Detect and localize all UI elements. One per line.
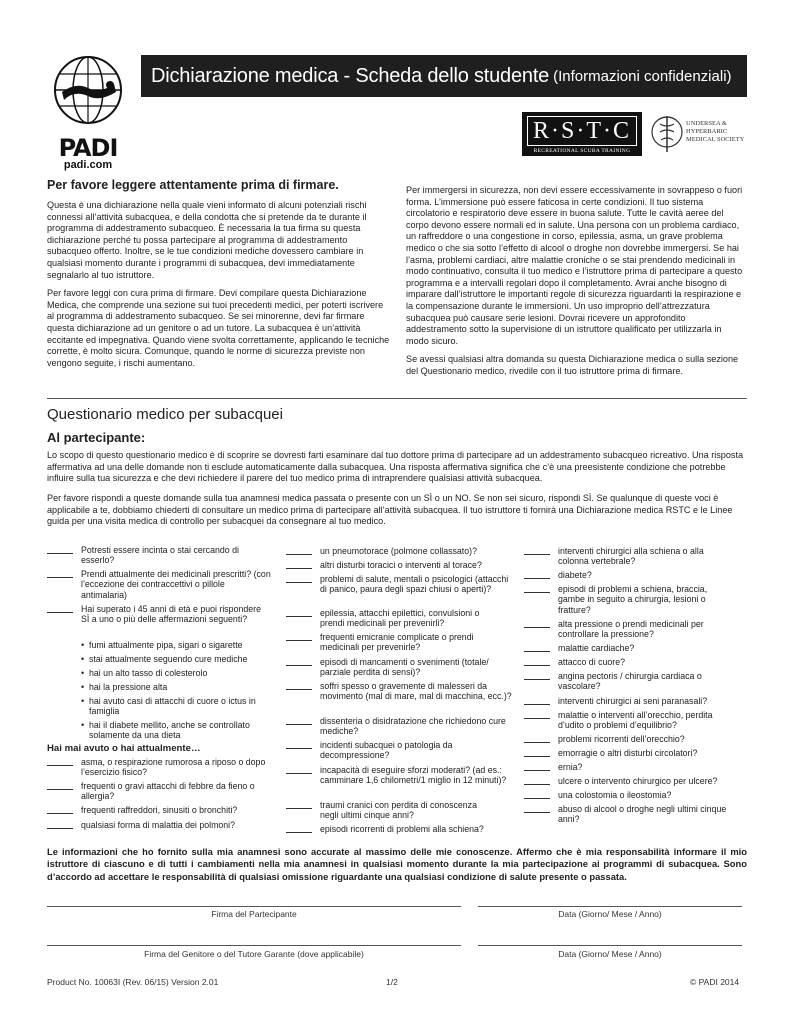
question-text: Prendi attualmente dei medicinali prescritti? (con l’eccezione dei contraccettivi o pillole antimalaria) [81,569,271,600]
question-item [524,696,740,706]
date-label-1: Data (Giorno/ Mese / Anno) [558,909,662,919]
bullet-item: • stai attualmente seguendo cure mediche [81,654,248,664]
questionnaire-intro-2: Per favore rispondi a queste domande sulla tua anamnesi medica passata o presente con un SÌ o un NO. Se non sei sicuro, rispondi SÌ. Se qualunque di queste voci è applicabile a te, dobbiamo chiederti di consultare un medico prima di partecipare all’attività subacquea. Il tuo istruttore ti fornirà una Dichiarazione medica RSTC e le Linee guida per una visita medica di controllo per subacquei da consegnare al tuo medico. [47,493,733,527]
question-text: Potresti essere incinta o stai cercando di esserlo? [81,545,239,566]
question-text: abuso di alcool o droghe negli ultimi cinque anni? [558,804,727,825]
bullet-text: fumi attualmente pipa, sigari o sigarette [89,640,243,650]
question-item [47,805,277,815]
bullet-text: hai avuto casi di attacchi di cuore o ictus in famiglia [89,696,256,717]
question-item [524,584,730,615]
question-item [524,762,740,772]
question-item [524,657,730,667]
uhms-line2: HYPERBARIC [686,128,728,135]
question-text: un pneumotorace (polmone collassato)? [320,546,477,556]
guardian-signature-line[interactable] [47,945,461,946]
question-item [524,570,730,580]
question-text: episodi di mancamenti o svenimenti (totale/ parziale perdita di sensi)? [320,657,489,678]
answer-blank[interactable] [47,757,73,766]
question-text: frequenti o gravi attacchi di febbre da fieno o allergia? [81,781,255,802]
question-text: episodi di problemi a schiena, braccia, gambe in seguito a chirurgia, lesioni o fratture? [558,584,708,615]
copyright: © PADI 2014 [690,977,740,987]
questionnaire-intro-1: Lo scopo di questo questionario medico è di scoprire se dovresti farti esaminare dal tuo dottore prima di partecipare ad un addestramento subacqueo ricreativo. Una risposta affermativa ad una delle domande non ti esclude automaticamente dalla subacquea. Una risposta affermativa significa che c’è una preesistente condizione che potrebbe influire sulla tua sicurezza e che devi richiedere il parere del tuo medico prima di intraprendere qualsiasi attività subacquea. [47,450,744,484]
intro-right-paragraph-2: Se avessi qualsiasi altra domanda su questa Dichiarazione medica o sulla sezione del Questionario medico, rivedile con il tuo istruttore prima di firmare. [406,354,739,376]
guardian-signature-label: Firma del Genitore o del Tutore Garante (dove applicabile) [144,949,364,959]
answer-blank[interactable] [524,619,550,628]
answer-blank[interactable] [524,734,550,743]
question-text: alta pressione o prendi medicinali per controllare la pressione? [558,619,704,640]
question-item [47,781,269,802]
date-line-1[interactable] [478,906,742,907]
padi-logo [48,52,128,171]
question-text: asma, o respirazione rumorosa a riposo o dopo l’esercizio fisico? [81,757,266,778]
question-item [47,569,271,600]
answer-blank[interactable] [286,681,312,690]
page-title: Dichiarazione medica - Scheda dello studente [151,64,550,87]
declaration-text: Le informazioni che ho fornito sulla mia anamnesi sono accurate al massimo delle mie conoscenze. Affermo che è mia responsabilità informare il mio istruttore di ciascuno e di tutti i cambiamenti nella mia anamnesi in qualsiasi momento durante la mia partecipazione ai programmi di subacquea. Sono d’accordo ad accettare le responsabilità di qualsiasi omissione riguardante una qualsiasi condizione di salute presente o passata. [47,846,747,882]
logo-wordmark: PADI [58,134,118,162]
title-bar [141,55,747,97]
question-item [286,824,512,834]
answer-blank[interactable] [524,671,550,680]
caduceus-icon [650,112,684,156]
intro-heading: Per favore leggere attentamente prima di firmare. [47,178,339,192]
answer-blank[interactable] [286,632,312,641]
answer-blank[interactable] [524,584,550,593]
question-item [47,757,267,778]
answer-blank[interactable] [524,643,550,652]
question-text: ernia? [558,762,583,772]
answer-blank[interactable] [47,820,73,829]
question-text: diabete? [558,570,592,580]
answer-blank[interactable] [524,570,550,579]
question-item [47,820,277,830]
page-number: 1/2 [386,977,398,987]
date-label-2: Data (Giorno/ Mese / Anno) [558,949,662,959]
answer-blank[interactable] [286,716,312,725]
question-text: malattie cardiache? [558,643,635,653]
participant-signature-line[interactable] [47,906,461,907]
intro-right-column [406,185,746,378]
question-item [286,740,496,761]
question-item [524,790,740,800]
answer-blank[interactable] [286,824,312,833]
answer-blank[interactable] [286,765,312,774]
question-item [524,748,740,758]
answer-blank[interactable] [286,800,312,809]
bullet-item: • hai il diabete mellito, anche se controllato solamente da una dieta [81,720,277,741]
question-item [47,604,267,625]
answer-blank[interactable] [524,657,550,666]
question-item [524,546,730,567]
question-item [286,800,496,821]
answer-blank[interactable] [47,781,73,790]
question-item [524,734,740,744]
subsection-heading: Hai mai avuto o hai attualmente… [47,743,201,754]
questionnaire-subtitle: Al partecipante: [47,430,146,445]
question-item [286,608,506,629]
answer-blank[interactable] [47,545,73,554]
question-item [286,546,506,556]
question-text: problemi ricorrenti dell’orecchio? [558,734,685,744]
bullet-item: • hai un alto tasso di colesterolo [81,668,208,678]
question-item [286,560,506,570]
question-item [524,619,730,640]
question-text: Hai superato i 45 anni di età e puoi rispondere SÌ a uno o più delle affermazioni seguenti? [81,604,261,625]
question-item [524,710,740,731]
bullet-text: hai il diabete mellito, anche se controllato solamente da una dieta [89,720,250,741]
bullet-item: • hai avuto casi di attacchi di cuore o ictus in famiglia [81,696,269,717]
question-text: attacco di cuore? [558,657,625,667]
answer-blank[interactable] [524,696,550,705]
bullet-text: stai attualmente seguendo cure mediche [89,654,248,664]
question-text: qualsiasi forma di malattia dei polmoni? [81,820,236,830]
bullet-item: • hai la pressione alta [81,682,168,692]
question-item [47,545,257,566]
question-text: interventi chirurgici alla schiena o alla colonna vertebrale? [558,546,704,567]
answer-blank[interactable] [524,546,550,555]
question-text: incapacità di eseguire sforzi moderati? (ad es.: camminare 1,6 chilometri/1 miglio in 12 minuti)? [320,765,507,786]
question-item [524,776,740,786]
rstc-letters: R·S·T·C [527,116,637,146]
question-text: episodi ricorrenti di problemi alla schiena? [320,824,484,834]
question-item [286,716,506,737]
question-item [286,574,516,595]
question-item [286,681,512,702]
page-subtitle: (Informazioni confidenziali) [553,67,732,85]
question-text: angina pectoris / chirurgia cardiaca o vascolare? [558,671,702,692]
bullet-text: hai la pressione alta [89,682,168,692]
question-text: frequenti raffreddori, sinusiti o bronchiti? [81,805,238,815]
question-text: dissenteria o disidratazione che richiedono cure mediche? [320,716,506,737]
question-text: una colostomia o ileostomia? [558,790,672,800]
answer-blank[interactable] [524,790,550,799]
question-item [286,657,512,678]
answer-blank[interactable] [524,748,550,757]
date-line-2[interactable] [478,945,742,946]
questionnaire-title: Questionario medico per subacquei [47,406,283,423]
rstc-logo [522,112,642,164]
answer-blank[interactable] [524,776,550,785]
question-item [524,643,730,653]
section-divider [47,398,747,399]
question-item [524,804,740,825]
question-item [286,765,512,786]
question-item [524,671,730,692]
answer-blank[interactable] [47,569,73,578]
bullet-item: • fumi attualmente pipa, sigari o sigarette [81,640,243,650]
question-text: problemi di salute, mentali o psicologici (attacchi di panico, paura degli spazi chiusi o aperti)? [320,574,509,595]
answer-blank[interactable] [524,804,550,813]
question-text: interventi chirurgici ai seni paranasali? [558,696,708,706]
answer-blank[interactable] [524,762,550,771]
rstc-name: RECREATIONAL SCUBA TRAINING COUNCIL [533,148,631,164]
uhms-text [686,120,744,144]
answer-blank[interactable] [286,560,312,569]
answer-blank[interactable] [286,574,312,583]
question-text: epilessia, attacchi epilettici, convulsioni o prendi medicinali per prevenirli? [320,608,480,629]
product-number: Product No. 10063I (Rev. 06/15) Version 2.01 [47,977,219,987]
question-text: ulcere o intervento chirurgico per ulcere? [558,776,718,786]
question-item [286,632,496,653]
question-text: frequenti emicranie complicate o prendi medicinali per prevenirle? [320,632,474,653]
answer-blank[interactable] [286,740,312,749]
question-text: incidenti subacquei o patologia da decompressione? [320,740,453,761]
answer-blank[interactable] [286,657,312,666]
question-text: malattie o interventi all’orecchio, perdita d’udito o problemi d’equilibrio? [558,710,713,731]
question-text: altri disturbi toracici o interventi al torace? [320,560,482,570]
answer-blank[interactable] [524,710,550,719]
answer-blank[interactable] [286,546,312,555]
intro-left-column [47,178,391,369]
answer-blank[interactable] [47,805,73,814]
intro-left-paragraph-2: Per favore leggi con cura prima di firmare. Devi compilare questa Dichiarazione Medica, che comprende una sezione sui tuoi precedenti medici, per poterti iscrivere al programma di addestramento subacqueo. Se sei minorenne, devi far firmare questa dichiarazione ad un genitore o ad un tutore. La subacquea è un’attività eccitante ed impegnativa. Quando viene svolta correttamente, applicando le tecniche corrette, è molto sicura. Comunque, quando le norme di sicurezza previste non vengono seguite, i rischi aumentano. [47,288,390,368]
logo-url: padi.com [63,159,113,171]
uhms-line3: MEDICAL SOCIETY [686,136,745,143]
bullet-text: hai un alto tasso di colesterolo [89,668,208,678]
globe-diver-icon [48,52,128,132]
uhms-line1: UNDERSEA & [686,120,727,127]
question-text: emorragie o altri disturbi circolatori? [558,748,698,758]
answer-blank[interactable] [286,608,312,617]
intro-right-paragraph-1: Per immergersi in sicurezza, non devi essere eccessivamente in sovrappeso o fuori forma. L’immersione può essere faticosa in certe condizioni. Il tuo sistema circolatorio e respiratorio deve essere in buona salute. Tutte le cavità aeree del corpo devono essere normali ed in salute. Una persona con un problema cardiaco, un raffreddore o una congestione in corso, epilessia, asma, un grave problema medico o che sia sotto l’effetto di alcool o droghe non dovrebbe immergersi. Se hai l’asma, problemi cardiaci, altre malattie croniche o se stai prendendo medicinali in modo continuativo, consulta il tuo medico e l’istruttore prima di partecipare a questo programma e a intervalli regolari dopo il completamento. Avrai anche bisogno di imparare dall’istruttore le importanti regole di sicurezza riguardanti la respirazione e la compensazione durante le immersioni. Un uso improprio dell’attrezzatura subacquea può causare serie lesioni. Dovrai ricevere un approfondito addestramento sotto la supervisione di un istruttore qualificato per utilizzarla in modo sicuro. [406,185,743,346]
answer-blank[interactable] [47,604,73,613]
question-text: soffri spesso o gravemente di malesseri da movimento (mal di mare, mal di macchina, ecc.)? [320,681,512,702]
participant-signature-label: Firma del Partecipante [211,909,297,919]
intro-left-paragraph-1: Questa è una dichiarazione nella quale vieni informato di alcuni potenziali rischi connessi all’attività subacquea, e della condotta che si pretende da te durante il programma di addestramento subacqueo. È necessaria la tua firma su questa dichiarazione perché tu possa partecipare al programma di addestramento subacqueo offerto. Inoltre, se le tue condizioni mediche dovessero cambiare in qualsiasi momento durante i programmi di subacquea, devi immediatamente segnalarlo al tuo istruttore. [47,200,367,280]
question-text: traumi cranici con perdita di conoscenza negli ultimi cinque anni? [320,800,477,821]
